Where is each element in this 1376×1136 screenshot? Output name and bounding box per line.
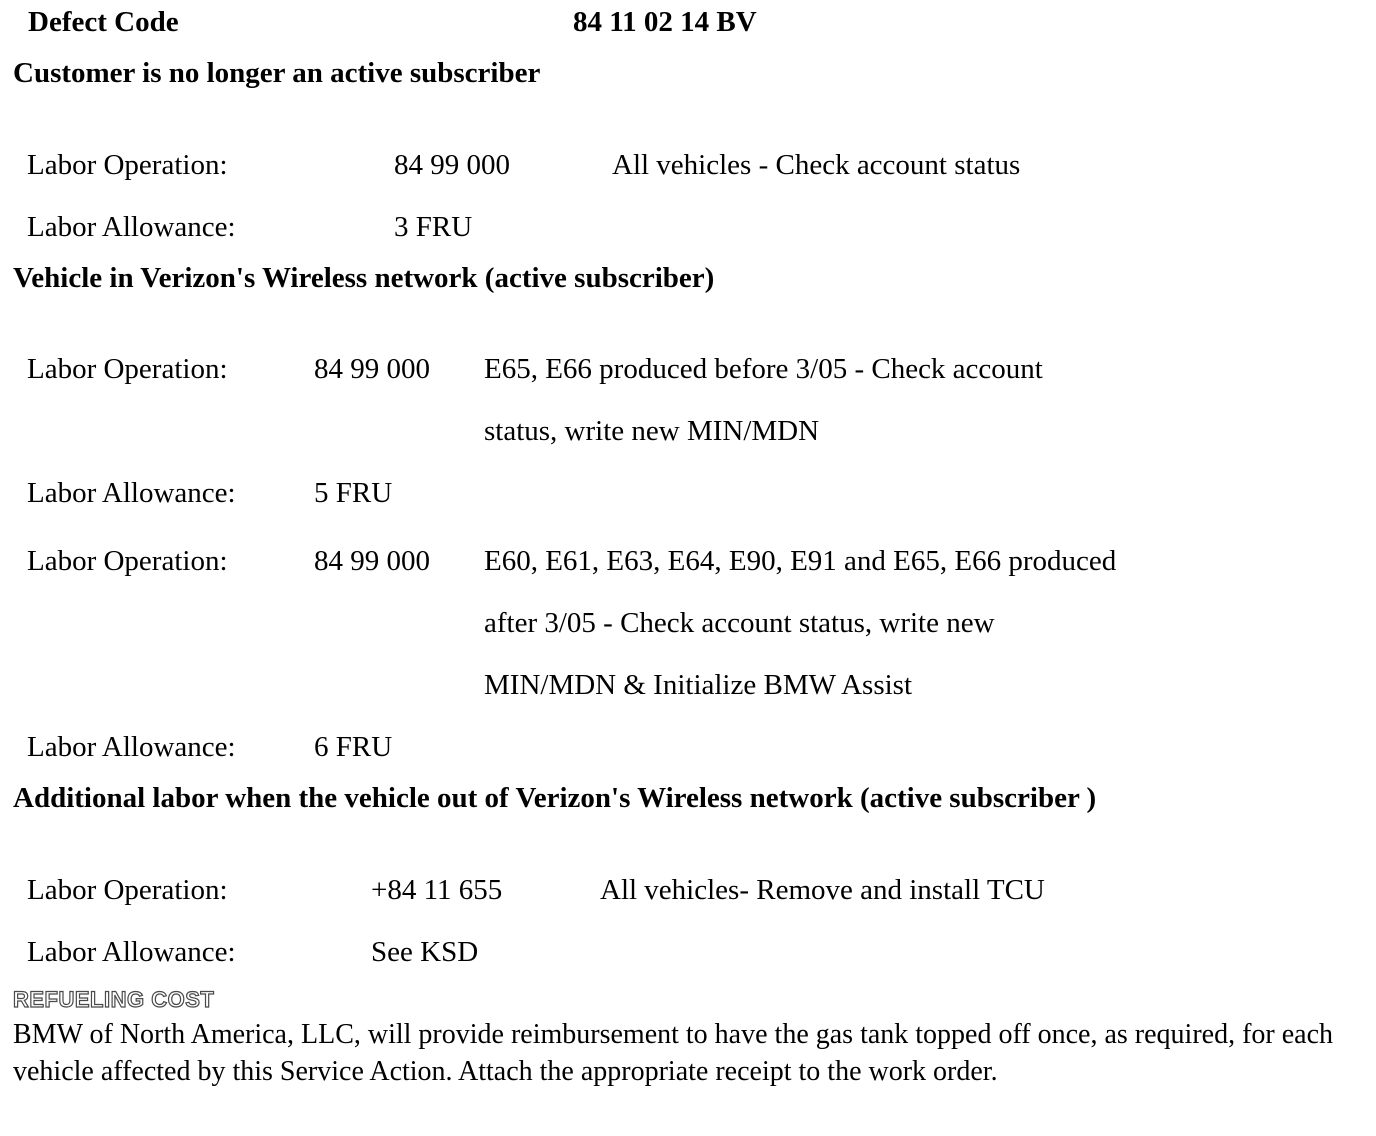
labor-operation-description-line: E65, E66 produced before 3/05 - Check account xyxy=(484,353,1043,385)
labor-operation-description-line: status, write new MIN/MDN xyxy=(484,415,820,447)
labor-allowance-value: 6 FRU xyxy=(314,731,393,763)
labor-operation-code: 84 99 000 xyxy=(394,149,510,181)
labor-operation-code: +84 11 655 xyxy=(371,874,503,906)
labor-operation-description-line: E60, E61, E63, E64, E90, E91 and E65, E66 produced xyxy=(484,545,1117,577)
labor-allowance-label: Labor Allowance: xyxy=(27,477,236,509)
labor-operation-label: Labor Operation: xyxy=(27,149,228,181)
section-heading-verizon-network: Vehicle in Verizon's Wireless network (active subscriber) xyxy=(13,262,715,294)
labor-operation-label: Labor Operation: xyxy=(27,545,228,577)
labor-allowance-label: Labor Allowance: xyxy=(27,731,236,763)
refueling-cost-heading: REFUELING COST xyxy=(13,987,215,1012)
labor-allowance-value: See KSD xyxy=(371,936,479,968)
labor-allowance-label: Labor Allowance: xyxy=(27,211,236,243)
labor-operation-code: 84 99 000 xyxy=(314,545,430,577)
section-heading-inactive-subscriber: Customer is no longer an active subscriber xyxy=(13,57,541,89)
labor-allowance-value: 5 FRU xyxy=(314,477,393,509)
labor-operation-description: All vehicles - Check account status xyxy=(612,149,1021,181)
section-heading-additional-labor: Additional labor when the vehicle out of Verizon's Wireless network (active subscriber ) xyxy=(13,782,1097,814)
labor-operation-label: Labor Operation: xyxy=(27,874,228,906)
defect-code-value: 84 11 02 14 BV xyxy=(573,6,757,38)
labor-operation-description: All vehicles- Remove and install TCU xyxy=(600,874,1045,906)
defect-code-label: Defect Code xyxy=(28,6,179,38)
labor-operation-label: Labor Operation: xyxy=(27,353,228,385)
labor-operation-description-line: MIN/MDN & Initialize BMW Assist xyxy=(484,669,913,701)
refueling-cost-paragraph: BMW of North America, LLC, will provide reimbursement to have the gas tank topped off once, as required, for each vehicle affected by this Service Action. Attach the appropriate receipt to the work order. xyxy=(13,1019,1334,1087)
labor-allowance-value: 3 FRU xyxy=(394,211,473,243)
labor-allowance-label: Labor Allowance: xyxy=(27,936,236,968)
labor-operation-code: 84 99 000 xyxy=(314,353,430,385)
labor-operation-description-line: after 3/05 - Check account status, write new xyxy=(484,607,995,639)
